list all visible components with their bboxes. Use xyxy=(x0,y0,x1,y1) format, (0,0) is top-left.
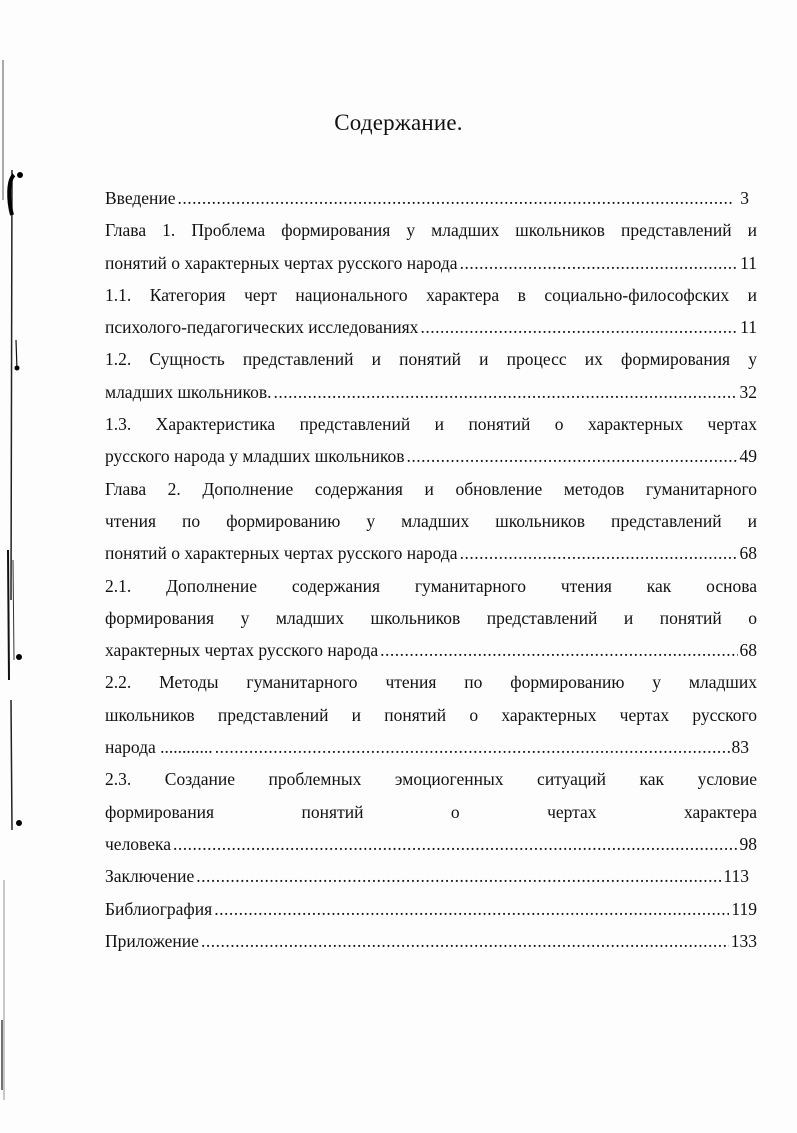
dot-leader xyxy=(178,182,733,214)
dot-leader xyxy=(215,731,730,763)
dot-leader xyxy=(173,828,738,860)
page-number: 68 xyxy=(739,543,757,564)
toc-entry xyxy=(105,893,757,925)
page-number: 11 xyxy=(740,252,757,273)
toc-entry xyxy=(105,570,757,667)
toc-entry-text: 1.2. Сущность представлений и понятий и процесс их формирования у xyxy=(105,349,757,370)
page-number: 83 xyxy=(731,737,749,758)
scan-edge-artifact xyxy=(0,0,30,1133)
dot-leader xyxy=(196,860,721,892)
toc-entry-text: формирования у младших школьников представлений и понятий о xyxy=(105,607,757,628)
page-number: 3 xyxy=(740,188,749,208)
page-number: 49 xyxy=(739,446,757,467)
toc-entry-text: младших школьников. xyxy=(105,381,272,402)
toc-entry-text: Глава 1. Проблема формирования у младших школьников представлений и xyxy=(105,220,757,241)
page-number: 113 xyxy=(723,866,749,887)
toc-entry xyxy=(105,182,757,214)
toc-entry-text: Приложение xyxy=(105,930,199,951)
toc-entry-text: чтения по формированию у младших школьников представлений и xyxy=(105,510,757,531)
toc-entry-text: человека xyxy=(105,833,171,854)
toc-entry xyxy=(105,279,757,344)
dot-leader xyxy=(274,376,738,408)
dot-leader xyxy=(460,537,738,569)
toc-entry-text: Заключение xyxy=(105,866,195,887)
dot-leader xyxy=(420,311,738,343)
table-of-contents xyxy=(105,182,757,957)
toc-entry-text: Введение xyxy=(105,188,176,208)
dot-leader xyxy=(406,440,737,472)
toc-entry-text: понятий о характерных чертах русского народа xyxy=(105,252,458,273)
toc-entry xyxy=(105,925,757,957)
toc-entry-text: школьников представлений и понятий о характерных чертах русского xyxy=(105,704,757,725)
toc-entry-text: психолого-педагогических исследованиях xyxy=(105,317,419,338)
dot-leader xyxy=(460,247,739,279)
toc-entry-text: Глава 2. Дополнение содержания и обновление методов гуманитарного xyxy=(105,478,757,499)
page-number: 133 xyxy=(730,930,757,951)
page-number: 68 xyxy=(739,640,757,661)
toc-entry xyxy=(105,408,757,473)
toc-entry-text: формирования понятий о чертах характера xyxy=(105,801,757,822)
toc-entry xyxy=(105,666,757,763)
toc-entry xyxy=(105,860,757,892)
toc-entry-text: 2.2. Методы гуманитарного чтения по формированию у младших xyxy=(105,672,757,693)
page-number: 32 xyxy=(739,381,757,402)
page-number: 119 xyxy=(731,898,757,919)
toc-entry-text: характерных чертах русского народа xyxy=(105,640,379,661)
toc-entry-text: 1.1. Категория черт национального характера в социально-философских и xyxy=(105,284,757,305)
toc-entry-text: русского народа у младших школьников xyxy=(105,446,405,467)
page-number: 11 xyxy=(740,317,757,338)
toc-entry xyxy=(105,214,757,279)
toc-entry xyxy=(105,343,757,408)
toc-entry xyxy=(105,763,757,860)
dot-leader xyxy=(380,634,737,666)
toc-entry-text: Библиография xyxy=(105,898,213,919)
dot-leader xyxy=(201,925,729,957)
dot-leader xyxy=(214,893,729,925)
toc-entry-text: 2.1. Дополнение содержания гуманитарного чтения как основа xyxy=(105,575,757,596)
toc-entry-text: понятий о характерных чертах русского народа xyxy=(105,543,458,564)
page-title: Содержание. xyxy=(334,110,463,135)
toc-entry xyxy=(105,473,757,570)
toc-entry-text: 2.3. Создание проблемных эмоциогенных ситуаций как условие xyxy=(105,769,757,790)
toc-entry-text: народа ............ xyxy=(105,737,213,758)
page-number: 98 xyxy=(739,833,757,854)
toc-entry-text: 1.3. Характеристика представлений и понятий о характерных чертах xyxy=(105,414,757,435)
